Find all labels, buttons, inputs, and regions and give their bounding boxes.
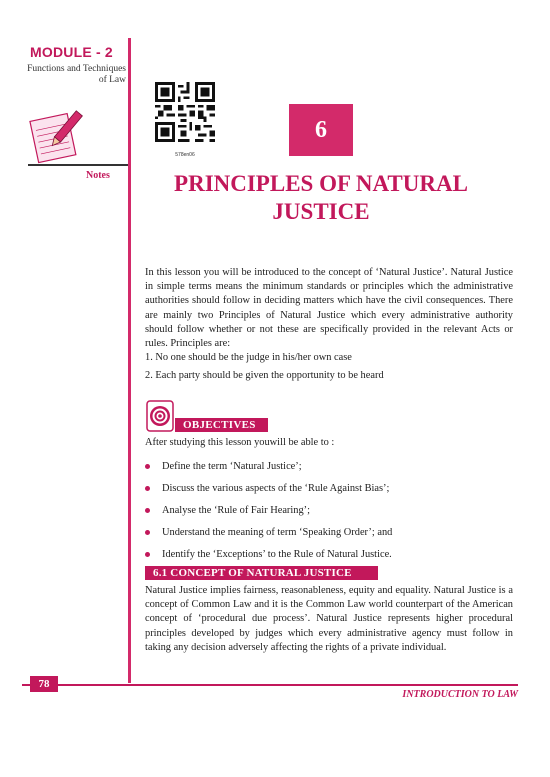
objective-text: Analyse the ‘Rule of Fair Hearing’; [162,505,311,516]
bullet-icon [145,508,150,513]
lesson-title: PRINCIPLES OF NATURAL JUSTICE [174,171,468,224]
principle-item: 1. No one should be the judge in his/her own case [145,352,352,363]
principles-list [145,350,513,386]
section-paragraph: Natural Justice implies fairness, reasonableness, equity and equality. Natural Justice is a concept of Common Law and it is the Common Law world counterpart of the American concept of ‘procedural due process’. Natural Justice represents higher procedural principles developed by judges which every administrative agency must follow in taking any decision adversely affecting the rights of a private individual. [145,585,513,653]
lesson-number-text: 6 [315,116,327,143]
bullet-icon [145,486,150,491]
objective-text: Identify the ‘Exceptions’ to the Rule of Natural Justice. [162,549,392,560]
page-number [30,676,58,692]
objective-item [145,481,513,503]
module-label: MODULE - 2 [30,44,113,60]
objectives-lead: After studying this lesson youwill be able to : [145,437,335,448]
objective-text: Understand the meaning of term ‘Speaking Order’; and [162,527,393,538]
objective-item [145,459,513,481]
bullet-icon [145,464,150,469]
intro-paragraph: In this lesson you will be introduced to the concept of ‘Natural Justice’. Natural Justice in simple terms means the minimum standards or principles which the administrative authorities should follow in deciding matters which have the civil consequences. There are mainly two Principles of Natural Justice which every administrative authority should follow whether or not these are specifically provided in the relevant Acts or rules. Principles are: [145,267,513,350]
page-number-text: 78 [38,678,50,690]
footer-book-title: INTRODUCTION TO LAW [402,689,518,700]
objective-item [145,503,513,525]
target-icon [146,400,174,432]
notes-label: Notes [86,170,110,181]
margin-divider [128,38,131,683]
section-heading: 6.1 CONCEPT OF NATURAL JUSTICE [145,566,378,580]
bullet-icon [145,552,150,557]
qr-caption: 578en06 [175,152,195,158]
objective-text: Define the term ‘Natural Justice’; [162,461,302,472]
objectives-list [145,459,513,569]
objective-item [145,525,513,547]
principle-item: 2. Each party should be given the opportunity to be heard [145,370,384,381]
objectives-heading: OBJECTIVES [175,418,268,432]
lesson-number [289,104,353,156]
pencil-notepad-icon [28,108,92,164]
module-subtitle: Functions and Techniques of Law [27,64,126,85]
objective-text: Discuss the various aspects of the ‘Rule Against Bias’; [162,483,390,494]
footer-divider [22,684,518,686]
bullet-icon [145,530,150,535]
qr-code-icon[interactable] [155,82,215,142]
notes-divider [28,164,128,166]
